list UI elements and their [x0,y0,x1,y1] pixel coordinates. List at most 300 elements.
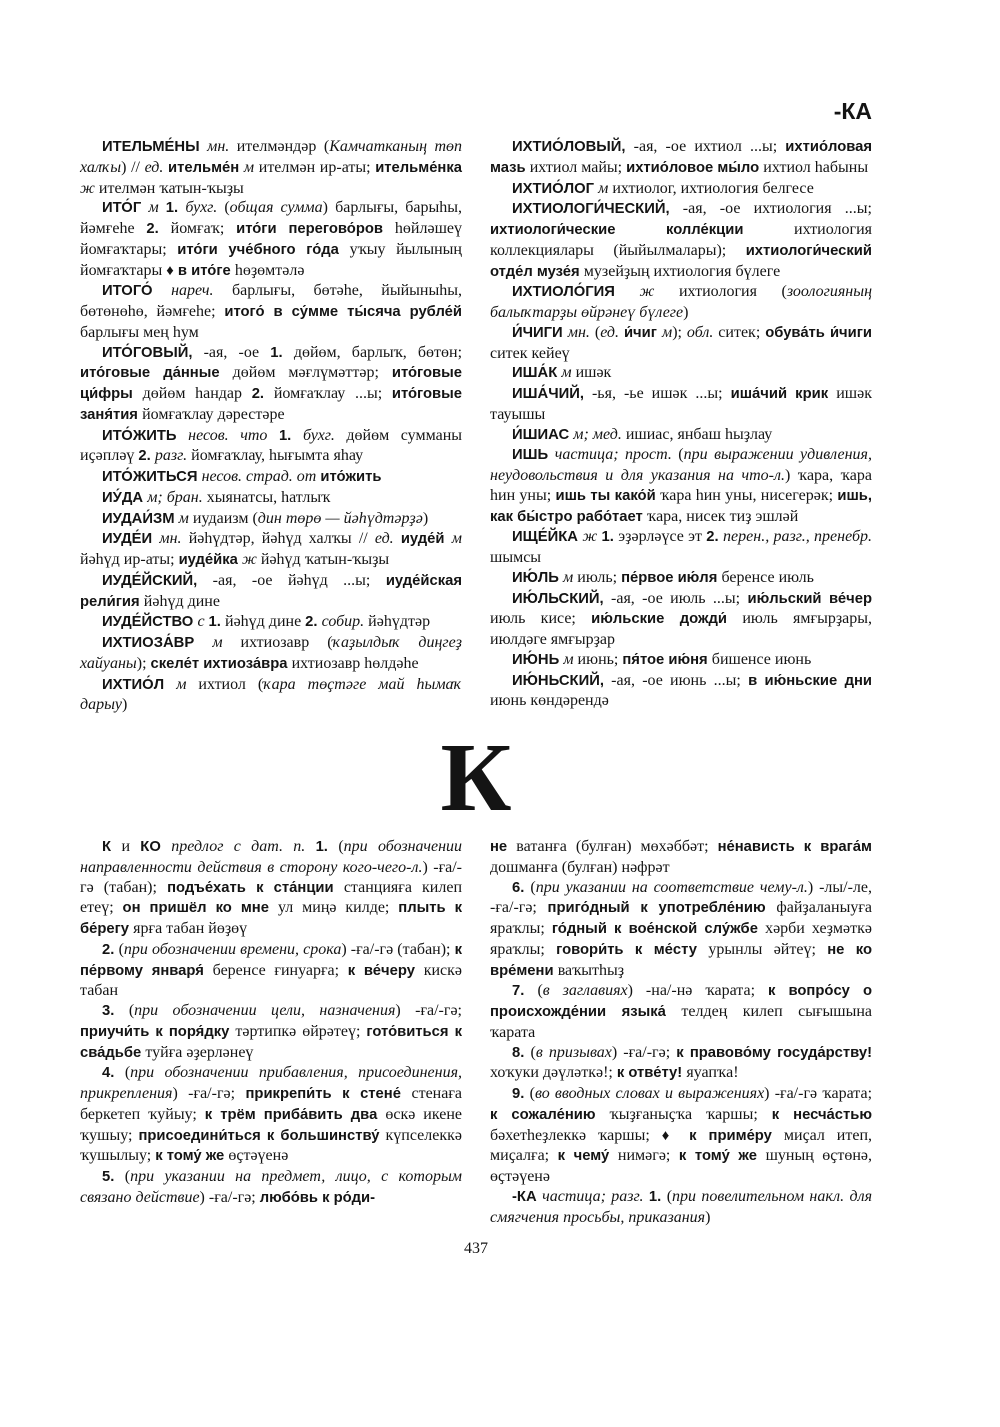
italic-label: ед. [374,530,401,548]
dictionary-entry [490,425,872,446]
plain-text: и [121,838,141,855]
plain-text: -ья, -ье ишәк ...ы; [583,385,731,402]
bold-term: приго́дный к употребле́нию [547,900,777,917]
bold-term: ию́льский ве́чер [747,590,872,607]
bold-term: 1. [208,614,225,631]
bold-term: к правово́му госуда́рству! [676,1044,872,1061]
bold-term: ИУ́ДА [102,489,148,506]
plain-text: йомғаҡлау, һығымта яһау [187,447,364,465]
bold-term: КО [140,839,172,855]
dictionary-entry [80,837,462,940]
italic-label: общая сумма [229,199,323,217]
plain-text: йәһүд ир-аты; [80,551,179,568]
bold-term: пе́рвое ию́ля [621,569,722,586]
italic-label: м [243,158,255,176]
dictionary-entry [80,571,462,613]
bold-term: он пришёл ко мне [122,900,278,917]
plain-text: ( [124,1064,131,1082]
italic-label: при обозначении времени, срока [123,940,342,958]
top-section [80,137,872,715]
dictionary-entry [80,509,462,530]
plain-text: -ая, -ое йәһүд ...ы; [197,571,386,589]
italic-label: при повелительном накл. для смягчения просьбы, приказания [490,1187,873,1226]
plain-text: ) [705,1208,711,1226]
bold-term: иуде́йка [178,552,242,568]
bold-term: к ве́черу [347,962,424,979]
dictionary-entry [80,940,462,1001]
plain-text: уҡыу йылының йомғаҡтары [80,240,462,279]
plain-text: шуның өҫтөнә, өҫтәүенә [490,1147,873,1185]
plain-text: ) -ға/-гә; [395,1002,462,1019]
bold-term: ИУДЕ́ЙСКИЙ, [102,572,198,589]
plain-text: йомғаҡлау ...ы; [273,385,392,402]
plain-text: ихтиология коллекциялары (йыйылмалары); [490,221,872,259]
section-letter: К [440,724,512,832]
bold-term: иуде́йская рели́гия [80,572,462,610]
plain-text: файҙаланыуға яраҡлы; [490,899,872,937]
bold-term: к тому́ же [155,1148,229,1165]
plain-text: июль кисе; [490,610,592,628]
bold-term: не ко вре́мени [490,941,873,979]
dictionary-entry [490,1043,872,1085]
italic-label: при указании на соответствие чему-л. [535,878,808,896]
bold-term: 8. [512,1044,531,1061]
bold-term: к отве́ту! [616,1065,687,1082]
top-left-column [80,137,462,715]
bold-term: плыть к бе́регу [80,900,463,937]
plain-text: июль; [573,568,622,586]
plain-text: бишенсе июнь [711,650,812,668]
bold-term: иша́чий крик [730,386,837,402]
bold-term: 3. [102,1003,129,1019]
italic-label: м; бран. [147,488,203,506]
plain-text: -ая, -ое июль ...ы; [603,589,748,607]
plain-text: ихтиолог, ихтиология белгесе [608,179,814,197]
plain-text: ( [124,1168,131,1185]
bold-term: ИТО́ЖИТЬ [102,427,189,444]
plain-text: ) барлығы, барыһы, йәмғеһе [80,199,463,237]
italic-label: предлог с дат. п. [171,838,316,855]
italic-label: при обозначении прибавления, присоединения, прикрепления [80,1064,463,1102]
italic-label: м [212,634,223,651]
italic-label: мн. [567,323,590,341]
bold-term: любо́вь к ро́ди- [259,1189,376,1206]
plain-text: ихтиология ( [654,283,787,301]
dictionary-entry [490,589,872,650]
italic-label: м [561,364,572,382]
bold-term: ИХТИО́Л [102,676,177,693]
bold-term: 1. [315,839,339,855]
dictionary-entry [80,137,462,198]
bold-term: ИХТИО́ЛОВЫЙ, [512,139,626,155]
plain-text: барлығы мең һум [80,323,199,341]
italic-label: мн. [159,530,182,548]
bold-term: ИХТИОЗА́ВР [102,635,213,651]
plain-text: күпселеккә ҡушылыу; [80,1126,462,1165]
bold-term: 1. [648,1188,667,1205]
italic-label: в заглавиях [542,982,628,1000]
plain-text: -ая, -ое ихтиол ...ы; [625,138,786,155]
plain-text: ителмән ир-аты; [254,158,376,176]
plain-text: барлығы, бөтәһе, йыйыныһы, бөтөнөһө, йәмғеһе; [80,282,462,320]
plain-text: ишәк тауышы [490,385,872,423]
bold-term: ито́говые да́нные [80,365,233,382]
plain-text: ) ҡара, ҡара һин уны; [490,467,873,504]
bold-term: ИЮ́НЬСКИЙ, [512,672,604,689]
plain-text: йәһүдтәр, йәһүд халҡы // [181,530,375,548]
bold-term: ительме́нка [375,159,463,176]
plain-text: ихтиозавр ( [222,634,333,651]
bold-term: ИЮ́НЬ [512,651,564,668]
bold-term: к несча́стью [771,1106,872,1123]
bottom-right-column [490,837,872,1227]
plain-text: июнь; [573,650,623,668]
plain-text: ҡыҙғаныҫҡа ҡаршы; [609,1105,772,1123]
bold-term: присоедини́ться к большинству́ [138,1127,386,1144]
bold-term: пя́тое ию́ня [622,651,712,668]
plain-text: ( [671,446,684,464]
italic-label: ҡаҙылдыҡ диңгеҙ хайуаны [80,634,462,672]
italic-label: зоологияның балыҡтарҙы өйрәнеү бүлеге [490,283,873,321]
bold-term: 2. [706,529,724,546]
plain-text: ) -ға/-гә (табан); [80,858,463,896]
italic-label: бухг. [185,199,218,217]
bold-term: 6. [512,879,531,896]
plain-text: ( [589,323,601,341]
plain-text: ителмәндәр ( [229,138,330,155]
bold-term: 2. [251,386,274,402]
plain-text: йомғаҡ; [170,220,237,237]
bold-term: ито́ги уче́бного го́да [177,241,350,258]
plain-text: ихтиол майы; [529,158,627,176]
page-number: 437 [464,1240,488,1258]
dictionary-entry [490,878,872,982]
bold-term: 5. [102,1169,125,1185]
bold-term: ИХТИОЛО́ГИЯ [512,284,640,301]
plain-text: ситек кейеү [490,344,570,362]
plain-text: ихтиол ( [186,675,264,693]
plain-text: шымсы [490,549,542,566]
bold-term: к трём приба́вить два [204,1106,386,1123]
bold-term: И́ЧИГИ [512,324,568,341]
bold-term: 1. [270,344,294,361]
bold-term: 9. [512,1086,530,1102]
bold-term: иуде́й [400,531,452,548]
plain-text: ( [338,838,344,855]
plain-text: хыянатсы, һатлыҡ [202,488,331,506]
bold-term: 7. [512,983,538,1000]
dictionary-entry [490,445,872,527]
italic-label: обл. [686,323,714,341]
bold-term: обува́ть и́чиги [765,324,873,341]
plain-text: беренсе июль [721,568,814,586]
plain-text: ) -лы/-ле, -ға/-гә; [490,878,873,917]
plain-text: яуапҡа! [686,1064,739,1082]
italic-label: ҡара төҫтәге май һымаҡ дарыу [80,675,462,714]
plain-text: ) -ға/-гә; [611,1043,677,1061]
italic-label: м [178,509,189,527]
bold-term: ИТО́ЖИТЬСЯ [102,469,202,485]
bold-term: ИХТИО́ЛОГ [512,180,599,197]
bottom-left-column [80,837,462,1227]
plain-text: дөйөм сумманы иҫәпләү [80,426,463,465]
italic-label: в призывах [535,1043,612,1061]
bold-term: скеле́т ихтиоза́вра [150,655,292,672]
bold-term: ИТО́Г [102,200,149,217]
bold-term: подъе́хать к ста́нции [167,879,344,896]
dictionary-entry [490,527,872,568]
plain-text: ) [422,509,429,527]
bold-term: -КА [512,1188,543,1205]
bold-term: ИША́ЧИЙ, [512,386,584,402]
plain-text: ваҡытһыҙ [557,961,625,979]
bold-term: 1. [165,200,186,217]
bold-term: ИЩЕ́ЙКА [512,529,583,546]
plain-text: ( [529,1085,535,1102]
dictionary-entry [80,281,462,342]
dictionary-entry [490,323,872,364]
plain-text: ) -на/-нә ҡарата; [627,982,768,1000]
italic-label: несов. что [188,426,279,444]
plain-text: ); [672,323,687,341]
bold-term: к чему́ [557,1148,618,1165]
plain-text: ( [530,1043,536,1061]
bold-term: говори́ть к ме́сту [556,941,709,958]
plain-text: нимәгә; [617,1147,679,1165]
italic-label: Камчатканың төп халҡы [80,138,463,176]
plain-text: тәртипкә өйрәтеү; [235,1022,367,1040]
bold-term: ИШЬ [512,447,555,464]
plain-text: хәрби хеҙмәткә яраҡлы; [490,920,873,958]
plain-text: ) [122,696,128,714]
bold-term: 2. [305,614,322,631]
plain-text: ( [217,199,230,217]
plain-text: һөҙөмтәлә [234,261,305,279]
italic-label: ж [582,528,602,546]
italic-label: ж [639,283,655,301]
bold-term: ИУДЕ́И [102,531,160,548]
bold-term: ито́жить [320,469,382,485]
italic-label: дин төрө — йәһүдтәрҙә [257,509,423,527]
dictionary-entry [80,488,462,509]
dictionary-entry [80,612,462,633]
plain-text: стенаға беркетеп ҡуйыу; [80,1085,463,1123]
italic-label: м [563,568,574,586]
plain-text: дөйөм, барлыҡ, бөтөн; [293,343,463,361]
plain-text: йәһүд дине [143,592,220,610]
italic-label: м [176,675,187,693]
plain-text: йәһүдтәр [364,613,431,631]
dictionary-entry [490,199,872,282]
bold-term: ито́говые ци́фры [80,365,462,402]
bold-term: ИТОГО́ [102,283,172,300]
plain-text: иудаизм ( [188,509,258,527]
bold-term: ИУДЕ́ЙСТВО [102,614,198,631]
italic-label: собир. [321,613,365,631]
plain-text: ( [537,982,543,1000]
dictionary-entry [490,671,872,712]
italic-label: м; мед. [573,425,622,443]
plain-text: -ая, -ое [192,343,271,361]
plain-text: дошманға (булған) нәфрәт [490,858,670,876]
plain-text: ситек; [713,323,766,341]
dictionary-entry [490,1187,872,1228]
plain-text: ителмән ҡатын-ҡыҙы [94,179,244,197]
plain-text: ) -ға/-гә (табан); [341,940,455,958]
bold-term: к пе́рвому января́ [80,941,463,979]
bold-term: К [102,839,122,855]
bold-term: ИХТИОЛОГИ́ЧЕСКИЙ, [512,201,670,218]
italic-label: ед. [600,323,624,341]
italic-label: при обозначении цели, назначения [134,1002,396,1019]
bold-term: к тому́ же [678,1148,766,1165]
italic-label: мн. [207,138,230,155]
bold-term: 2. [146,221,171,237]
bold-term: ИША́К [512,365,562,382]
plain-text: ҡара һин уны, нисегерәк; [660,486,838,504]
dictionary-entry [80,1063,462,1167]
bold-term: ИЮ́ЛЬСКИЙ, [512,590,604,607]
bold-term: итого́ в су́мме ты́сяча рубле́й [224,304,462,320]
plain-text: ишиас, янбаш һыҙлау [621,425,773,443]
bottom-section [80,837,872,1227]
dictionary-entry [490,179,872,200]
plain-text: телдең килеп сығышына ҡарата [490,1003,872,1041]
plain-text: йомғаҡлау дәрестәре [142,405,285,423]
plain-text: туйға әҙерләнеү [145,1043,254,1061]
bold-term: ихтио́ловая мазь [490,139,872,176]
italic-label: при указании на предмет, лицо, с которым связано действие [80,1168,463,1206]
dictionary-entry [490,363,872,384]
plain-text: ҡара, нисек тиҙ эшләй [646,507,799,525]
italic-label: при выражении удивления, неудовольствия и для указания на что-л. [490,446,872,484]
plain-text: станцияға килеп етеү; [80,878,463,917]
bold-term: прикрепи́ть к стене́ [245,1086,412,1102]
plain-text: йәһүд дине [225,613,306,631]
plain-text: -ая, -ое июнь ...ы; [603,671,749,689]
dictionary-entry [80,675,462,716]
plain-text: ярға табан йөҙөү [133,920,248,937]
plain-text: йәһүд ҡатын-ҡыҙы [256,551,390,568]
dictionary-entry [80,198,462,281]
plain-text: дөйөм һандар [142,385,252,402]
italic-label: с [197,613,209,631]
bold-term: ихтиологи́ческий отде́л музе́я [490,242,872,280]
italic-label: при обозначении направленности действия в сторону кого-чего-л. [80,838,463,876]
plain-text: ишәк [571,364,612,382]
bold-term: ито́ги перегово́ров [236,221,395,237]
bold-term: ихтио́ловое мы́ло [626,159,764,176]
running-head: -КА [833,98,872,124]
plain-text: дөйөм мәғлүмәттәр; [232,364,392,382]
dictionary-entry [80,343,462,426]
italic-label: бухг. [302,426,335,444]
plain-text: ( [530,878,536,896]
plain-text: өскә икене ҡушыу; [80,1105,462,1144]
bold-term: не [490,839,517,855]
bold-term: к вопро́су о происхожде́нии языка́ [490,983,873,1020]
plain-text: ихтиол һабыны [763,158,869,176]
bold-term: ишь ты како́й [555,487,661,504]
bold-term: ИУДАИ́ЗМ [102,510,179,527]
plain-text: ) -ға/-гә; [172,1085,246,1102]
bold-term: и́чиг [623,324,662,341]
dictionary-entry [490,384,872,425]
dictionary-entry [490,981,872,1042]
italic-label: ед. [144,158,169,176]
dictionary-entry [80,1001,462,1063]
bold-term: 4. [102,1065,125,1082]
bold-term: ию́льские дожди́ [591,611,743,628]
plain-text: миҫал итеп, миҫалға; [490,1126,873,1165]
dictionary-entry [490,837,872,878]
plain-text: ); [136,654,151,672]
bold-term: И́ШИАС [512,426,574,443]
plain-text: июль ямғырҙары, июлдәге ямғырҙар [490,610,872,648]
dictionary-entry [490,282,872,323]
bold-term: ительме́н [168,159,244,176]
italic-label: м [598,179,609,197]
dictionary-entry [80,426,462,468]
top-right-column [490,137,872,715]
plain-text: ватанға (булған) мөхәббәт; [516,838,718,855]
plain-text: ( [128,1002,135,1019]
italic-label: несов. страд. от [201,468,321,485]
italic-label: м [563,650,574,668]
bold-term: ♦ в ито́ге [166,262,235,279]
dictionary-entry [80,633,462,675]
bold-term: приучи́ть к поря́дку [80,1023,236,1040]
plain-text: беренсе ғинуарға; [212,961,348,979]
dictionary-entry [80,467,462,488]
dictionary-entry [490,1084,872,1187]
plain-text: ( [118,940,124,958]
plain-text: музейҙың ихтиология бүлеге [583,262,781,280]
dictionary-entry [80,1167,462,1209]
bold-term: го́дный к вое́нской слу́жбе [551,921,766,937]
italic-label: м [661,323,673,341]
bold-term: 1. [278,427,303,444]
bold-term: в ию́ньские дни [748,672,873,689]
plain-text: ( [666,1187,673,1205]
plain-text: июнь көндәрендә [490,692,609,710]
bold-term: ♦ к приме́ру [661,1127,784,1144]
italic-label: ж [80,179,95,197]
bold-term: к сожале́нию [490,1106,610,1123]
dictionary-entry [490,650,872,671]
bold-term: ИЮ́ЛЬ [512,569,564,586]
plain-text: өҫтәүенә [228,1147,289,1165]
bold-term: 2. [138,448,155,465]
dictionary-entry [80,529,462,571]
bold-term: 2. [102,941,119,958]
plain-text: хоҡуки дәүләткә!; [490,1064,617,1082]
bold-term: ишь, как бы́стро рабо́тает [490,487,872,525]
dictionary-entry [490,137,872,179]
plain-text: ) -ға/-гә; [199,1188,260,1206]
italic-label: частица; прост. [554,446,672,464]
italic-label: во вводных словах и выражениях [534,1085,765,1102]
dictionary-entry [490,568,872,589]
dictionary-page [80,137,872,1259]
italic-label: ж [242,551,257,568]
italic-label: м [451,530,462,548]
italic-label: нареч. [171,282,214,300]
bold-term: ито́говые заня́тия [80,386,462,423]
plain-text: бәхетһеҙлеккә ҡаршы; [490,1126,662,1144]
plain-text: ихтиозавр һөлдәһе [291,654,419,672]
plain-text: -ая, -ое ихтиология ...ы; [669,200,872,218]
